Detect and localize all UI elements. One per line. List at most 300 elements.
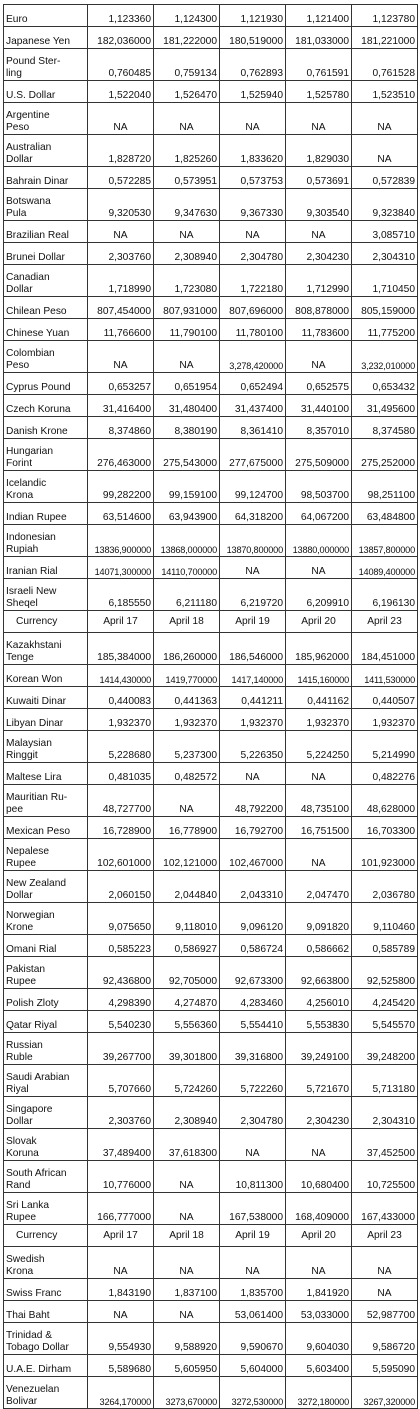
rate-value: 5,713180 [352,1065,418,1097]
currency-name [4,1377,88,1409]
rate-value: 0,440083 [88,687,154,709]
currency-name-line: Krona [6,1266,34,1277]
rate-not-available: NA [220,103,286,135]
rate-value: 0,586927 [154,935,220,957]
rate-value: 0,760485 [88,49,154,81]
currency-name-line: Colombian [6,348,55,359]
header-date: April 23 [352,1225,418,1247]
currency-name [4,1323,88,1355]
rate-value: 37,489400 [88,1129,154,1161]
currency-name-line: Riyal [6,1084,29,1095]
rate-value: 277,675000 [220,439,286,471]
currency-name [4,709,88,731]
rate-value: 168,409000 [286,1193,352,1225]
currency-name-line: Chilean Peso [6,306,67,317]
currency-name-line: Dollar [6,154,33,165]
table-row [4,1193,418,1225]
currency-name-line: New Zealand [6,878,67,889]
currency-name-line: pee [6,804,23,815]
rate-value: 276,463000 [88,439,154,471]
rate-value: 39,301800 [154,1033,220,1065]
rate-value: 52,987700 [352,1301,418,1323]
table-row [4,839,418,871]
table-body [4,5,418,1409]
rate-value: 98,503700 [286,471,352,503]
rate-value: 1414,430000 [88,665,154,687]
rate-not-available: NA [286,341,352,373]
currency-name [4,417,88,439]
rate-value: 5,724260 [154,1065,220,1097]
rate-value: 102,601000 [88,839,154,871]
rate-value: 0,573753 [220,167,286,189]
rate-not-available: NA [154,221,220,243]
rate-value: 1,712990 [286,265,352,297]
header-currency: Currency [4,1225,88,1247]
rate-value: 2,043310 [220,871,286,903]
rate-value: 9,110460 [352,903,418,935]
rate-value: 6,196130 [352,579,418,611]
currency-name [4,1097,88,1129]
table-row [4,935,418,957]
table-row [4,27,418,49]
table-row [4,1011,418,1033]
rate-value: 5,545570 [352,1011,418,1033]
rate-value: 13868,000000 [154,525,220,557]
rate-not-available: NA [88,103,154,135]
rate-value: 167,433000 [352,1193,418,1225]
table-row [4,135,418,167]
rate-value: 5,228680 [88,731,154,763]
rate-value: 13880,000000 [286,525,352,557]
rate-value: 185,384000 [88,633,154,665]
rate-value: 2,304230 [286,1097,352,1129]
table-row [4,1097,418,1129]
rate-value: 5,721670 [286,1065,352,1097]
rate-not-available: NA [286,763,352,785]
rate-value: 0,572285 [88,167,154,189]
rate-not-available: NA [88,1247,154,1279]
rate-value: 2,308940 [154,243,220,265]
exchange-rate-table [3,4,418,1409]
currency-name-line: U.A.E. Dirham [6,1364,72,1375]
rate-value: 9,347630 [154,189,220,221]
rate-value: 805,159000 [352,297,418,319]
header-date: April 20 [286,1225,352,1247]
rate-value: 98,251100 [352,471,418,503]
rate-value: 5,556360 [154,1011,220,1033]
rate-value: 13836,900000 [88,525,154,557]
currency-name [4,1011,88,1033]
rate-value: 102,467000 [220,839,286,871]
table-row [4,989,418,1011]
currency-name [4,5,88,27]
currency-name-line: Tenge [6,652,34,663]
table-row [4,297,418,319]
rate-value: 1,932370 [286,709,352,731]
rate-value: 53,061400 [220,1301,286,1323]
rate-value: 0,573951 [154,167,220,189]
rate-value: 5,707660 [88,1065,154,1097]
currency-name-line: Tobago Dollar [6,1342,69,1353]
rate-value: 6,185550 [88,579,154,611]
rate-value: 1,123360 [88,5,154,27]
currency-name [4,1065,88,1097]
table-row [4,439,418,471]
currency-name-line: Chinese Yuan [6,328,70,339]
currency-name-line: ling [6,68,22,79]
rate-value: 1,522040 [88,81,154,103]
header-date: April 19 [220,1225,286,1247]
currency-name [4,525,88,557]
rate-value: 92,663800 [286,957,352,989]
rate-value: 16,792700 [220,817,286,839]
rate-value: 181,033000 [286,27,352,49]
currency-name-line: Sri Lanka [6,1200,50,1211]
rate-value: 181,221000 [352,27,418,49]
rate-value: 9,075650 [88,903,154,935]
rate-value: 16,778900 [154,817,220,839]
header-date: April 17 [88,611,154,633]
table-row [4,319,418,341]
rate-value: 1,718990 [88,265,154,297]
currency-name [4,633,88,665]
rate-value: 275,252000 [352,439,418,471]
rate-not-available: NA [154,1247,220,1279]
rate-value: 8,374860 [88,417,154,439]
rate-value: 2,304780 [220,1097,286,1129]
rate-value: 5,589680 [88,1355,154,1377]
currency-name [4,297,88,319]
rate-value: 92,525800 [352,957,418,989]
rate-value: 39,249100 [286,1033,352,1065]
currency-name [4,103,88,135]
rate-value: 10,725500 [352,1161,418,1193]
table-row [4,243,418,265]
rate-value: 275,543000 [154,439,220,471]
rate-value: 31,440100 [286,395,352,417]
currency-name [4,557,88,579]
rate-value: 5,237300 [154,731,220,763]
rate-value: 0,759134 [154,49,220,81]
rate-not-available: NA [220,763,286,785]
rate-value: 181,222000 [154,27,220,49]
rate-value: 4,274870 [154,989,220,1011]
currency-name-line: Argentine [6,110,50,121]
rate-value: 8,357010 [286,417,352,439]
rate-not-available: NA [286,1129,352,1161]
currency-name [4,341,88,373]
table-row [4,103,418,135]
table-row [4,525,418,557]
rate-value: 1,124300 [154,5,220,27]
rate-value: 5,554410 [220,1011,286,1033]
rate-value: 3,232,010000 [352,341,418,373]
table-row [4,1161,418,1193]
table-row [4,81,418,103]
rate-value: 808,878000 [286,297,352,319]
rate-value: 2,036780 [352,871,418,903]
rate-value: 5,604000 [220,1355,286,1377]
rate-value: 1,843190 [88,1279,154,1301]
rate-value: 3,085710 [352,221,418,243]
rate-value: 0,481035 [88,763,154,785]
currency-name-line: Icelandic [6,478,47,489]
table-row [4,1247,418,1279]
rate-value: 6,209910 [286,579,352,611]
currency-name [4,1033,88,1065]
currency-name [4,265,88,297]
rate-value: 3267,320000 [352,1377,418,1409]
rate-value: 5,605950 [154,1355,220,1377]
rate-value: 6,219720 [220,579,286,611]
rate-value: 2,304780 [220,243,286,265]
rate-value: 37,618300 [154,1129,220,1161]
rate-value: 39,267700 [88,1033,154,1065]
table-row [4,221,418,243]
rate-value: 0,441363 [154,687,220,709]
currency-name [4,81,88,103]
currency-name-line: Pula [6,208,27,219]
rate-value: 1,932370 [154,709,220,731]
currency-name-line: Botswana [6,196,51,207]
rate-value: 2,304310 [352,1097,418,1129]
rate-value: 37,452500 [352,1129,418,1161]
rate-value: 99,159100 [154,471,220,503]
rate-value: 807,696000 [220,297,286,319]
rate-value: 92,705000 [154,957,220,989]
currency-name-line: Japanese Yen [6,36,71,47]
rate-value: 31,437400 [220,395,286,417]
currency-name [4,503,88,525]
table-row [4,471,418,503]
currency-name-line: Czech Koruna [6,404,71,415]
rate-not-available: NA [352,1247,418,1279]
currency-name [4,373,88,395]
rate-not-available: NA [154,785,220,817]
rate-value: 1,833620 [220,135,286,167]
rate-value: 186,260000 [154,633,220,665]
rate-value: 31,495600 [352,395,418,417]
currency-name-line: Peso [6,122,30,133]
rate-value: 63,943900 [154,503,220,525]
rate-value: 5,224250 [286,731,352,763]
header-date: April 18 [154,1225,220,1247]
currency-name [4,871,88,903]
rate-not-available: NA [154,103,220,135]
rate-value: 0,586662 [286,935,352,957]
rate-value: 14071,300000 [88,557,154,579]
currency-name-line: Rupiah [6,544,39,555]
rate-not-available: NA [154,1301,220,1323]
currency-name-line: South African [6,1168,67,1179]
rate-not-available: NA [286,221,352,243]
currency-name [4,785,88,817]
rate-not-available: NA [220,1247,286,1279]
rate-value: 48,735100 [286,785,352,817]
currency-name [4,189,88,221]
rate-value: 6,211180 [154,579,220,611]
rate-value: 1,121400 [286,5,352,27]
rate-value: 63,484800 [352,503,418,525]
rate-value: 166,777000 [88,1193,154,1225]
rate-value: 8,361410 [220,417,286,439]
currency-name-line: Bolivar [6,1396,38,1407]
table-row [4,817,418,839]
currency-name-line: Rand [6,1180,31,1191]
currency-name-line: Bahrain Dinar [6,176,69,187]
table-row [4,665,418,687]
table-row [4,5,418,27]
currency-name-line: Swedish [6,1254,45,1265]
rate-value: 2,308940 [154,1097,220,1129]
currency-name [4,243,88,265]
rate-value: 185,962000 [286,633,352,665]
table-row [4,687,418,709]
currency-name [4,471,88,503]
table-row [4,709,418,731]
rate-value: 1,523510 [352,81,418,103]
rate-value: 275,509000 [286,439,352,471]
rate-value: 4,256010 [286,989,352,1011]
table-row [4,417,418,439]
currency-name-line: Singapore [6,1104,53,1115]
rate-value: 0,651954 [154,373,220,395]
rate-value: 0,652575 [286,373,352,395]
rate-value: 9,303540 [286,189,352,221]
rate-value: 48,792200 [220,785,286,817]
rate-value: 9,096120 [220,903,286,935]
rate-not-available: NA [154,1161,220,1193]
currency-name [4,49,88,81]
table-row [4,49,418,81]
currency-name-line: Forint [6,458,33,469]
table-row [4,503,418,525]
currency-name [4,1279,88,1301]
rate-value: 1,835700 [220,1279,286,1301]
currency-name [4,439,88,471]
rate-value: 99,124700 [220,471,286,503]
currency-name-line: Krone [6,922,34,933]
currency-name-line: Dollar [6,890,33,901]
currency-name-line: Sheqel [6,598,38,609]
rate-value: 14089,400000 [352,557,418,579]
currency-name-line: Australian [6,142,52,153]
header-date: April 18 [154,611,220,633]
rate-value: 0,586724 [220,935,286,957]
currency-name [4,989,88,1011]
rate-value: 31,416400 [88,395,154,417]
rate-value: 63,514600 [88,503,154,525]
currency-name [4,167,88,189]
header-row [4,611,418,633]
rate-value: 11,775200 [352,319,418,341]
rate-value: 9,588920 [154,1323,220,1355]
rate-value: 8,380190 [154,417,220,439]
currency-name-line: Danish Krone [6,426,68,437]
rate-value: 3272,180000 [286,1377,352,1409]
rate-value: 10,680400 [286,1161,352,1193]
header-date: April 17 [88,1225,154,1247]
rate-value: 16,703300 [352,817,418,839]
rate-value: 9,320530 [88,189,154,221]
currency-name [4,687,88,709]
rate-value: 11,780100 [220,319,286,341]
table-row [4,1129,418,1161]
rate-value: 2,044840 [154,871,220,903]
currency-name-line: Brunei Dollar [6,252,65,263]
rate-value: 4,245420 [352,989,418,1011]
currency-name [4,731,88,763]
currency-name [4,319,88,341]
currency-name-line: Norwegian [6,910,55,921]
currency-name-line: Indian Rupee [6,512,67,523]
currency-name [4,1161,88,1193]
currency-name-line: Trinidad & [6,1330,53,1341]
currency-name-line: Hungarian [6,446,54,457]
header-date: April 23 [352,611,418,633]
rate-value: 10,811300 [220,1161,286,1193]
rate-value: 64,318200 [220,503,286,525]
rate-value: 0,653432 [352,373,418,395]
rate-not-available: NA [352,1279,418,1301]
currency-name-line: Canadian [6,272,50,283]
rate-not-available: NA [220,557,286,579]
rate-value: 5,214990 [352,731,418,763]
rate-value: 92,436800 [88,957,154,989]
currency-name-line: Pakistan [6,964,46,975]
currency-name-line: Koruna [6,1148,39,1159]
rate-value: 2,060150 [88,871,154,903]
currency-name [4,1301,88,1323]
currency-name [4,135,88,167]
rate-value: 2,304230 [286,243,352,265]
currency-name-line: Saudi Arabian [6,1072,70,1083]
currency-name-line: Indonesian [6,532,56,543]
rate-value: 1,828720 [88,135,154,167]
rate-value: 1,932370 [88,709,154,731]
currency-name [4,1129,88,1161]
rate-value: 167,538000 [220,1193,286,1225]
rate-value: 184,451000 [352,633,418,665]
table-row [4,731,418,763]
currency-name-line: Venezuelan [6,1384,60,1395]
header-date: April 20 [286,611,352,633]
table-row [4,1301,418,1323]
rate-value: 0,585789 [352,935,418,957]
rate-value: 1,121930 [220,5,286,27]
rate-value: 1,526470 [154,81,220,103]
currency-name-line: Kuwaiti Dinar [6,696,67,707]
rate-value: 1,123780 [352,5,418,27]
rate-value: 5,603400 [286,1355,352,1377]
table-row [4,957,418,989]
table-row [4,1323,418,1355]
rate-value: 31,480400 [154,395,220,417]
rate-value: 92,673300 [220,957,286,989]
currency-name-line: Krona [6,490,34,501]
rate-value: 1419,770000 [154,665,220,687]
currency-name-line: Ringgit [6,750,38,761]
rate-not-available: NA [154,1193,220,1225]
rate-value: 99,282200 [88,471,154,503]
table-row [4,341,418,373]
rate-not-available: NA [352,103,418,135]
table-row [4,395,418,417]
currency-name-line: Pound Ster- [6,56,61,67]
currency-name-line: Qatar Riyal [6,1020,57,1031]
rate-value: 1,837100 [154,1279,220,1301]
rate-not-available: NA [88,1301,154,1323]
